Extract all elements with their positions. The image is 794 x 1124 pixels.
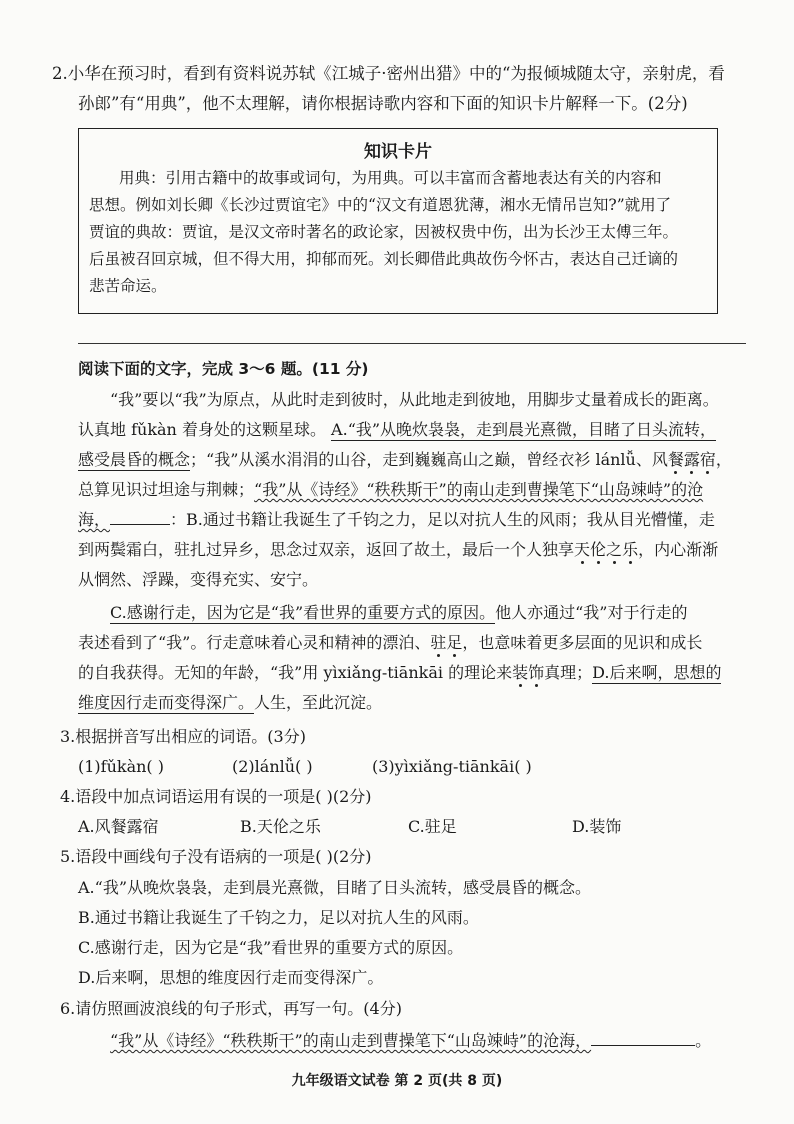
passage-line — [78, 662, 721, 684]
underlined-sentence-d-end: 维度因行走而变得深广。 — [78, 693, 255, 712]
knowledge-card-line: 用典：引用古籍中的故事或词句，为用典。可以丰富而含蓄地表达有关的内容和 — [119, 169, 662, 187]
reading-heading: 阅读下面的文字，完成 3～6 题。(11 分) — [78, 360, 369, 378]
page-footer: 九年级语文试卷 第 2 页(共 8 页) — [291, 1073, 503, 1089]
passage-text: 认真地 fǔkàn 着身处的这颗星球。 — [78, 420, 326, 439]
passage-text: ：B.通过书籍让我诞生了千钧之力，足以对抗人生的风雨；我从目光懵懂，走 — [170, 510, 715, 529]
q6-answer-blank[interactable] — [591, 1031, 695, 1046]
passage-text: ，内心渐渐 — [638, 540, 719, 559]
q3-answer-1[interactable]: (1)fǔkàn( ) — [78, 757, 164, 776]
knowledge-card-line: 悲苦命运。 — [89, 277, 167, 295]
passage-line — [78, 449, 732, 471]
knowledge-card-line: 贾谊的典故：贾谊，是汉文帝时著名的政论家，因被权贵中伤，出为长沙王太傅三年。 — [89, 223, 679, 241]
q2-line-1: 2.小华在预习时，看到有资料说苏轼《江城子·密州出猎》中的“为报倾城随太守，亲射虎，看 — [52, 64, 725, 83]
passage-line — [78, 632, 702, 654]
passage-text: ，也意味着更多层面的见识和成长 — [462, 633, 703, 652]
dotted-char: 驻 — [430, 633, 447, 652]
passage-line: 从惘然、浮躁，变得充实、安宁。 — [78, 570, 319, 589]
q3-answer-3[interactable]: (3)yìxiǎng-tiānkāi( ) — [372, 757, 532, 776]
passage-text: 的自我获得。无知的年龄，“我”用 yìxiǎng-tiānkāi 的理论来 — [78, 663, 513, 682]
passage-line: “我”要以“我”为原点，从此时走到彼时，从此地走到彼地，用脚步丈量着成长的距离。 — [110, 390, 719, 409]
q2-line-2: 孙郎”有“用典”，他不太理解，请你根据诗歌内容和下面的知识卡片解释一下。(2分) — [78, 94, 688, 113]
passage-line — [78, 539, 718, 561]
q6-prompt: 6.请仿照画波浪线的句子形式，再写一句。(4分) — [60, 999, 402, 1018]
q6-period: 。 — [695, 1031, 712, 1050]
passage-line — [110, 602, 688, 624]
q4-option-a[interactable]: A.风餐露宿 — [78, 817, 159, 836]
fill-blank[interactable] — [110, 510, 170, 525]
dotted-char: 天 — [574, 540, 591, 559]
q5-option-d[interactable]: D.后来啊，思想的维度因行走而变得深广。 — [78, 968, 384, 987]
dotted-char: 之 — [606, 540, 623, 559]
underlined-sentence-c: C.感谢行走，因为它是“我”看世界的重要方式的原因。 — [110, 603, 496, 622]
wavy-sentence: “我”从《诗经》“秩秩斯干”的南山走到曹操笔下“山岛竦峙”的沧 — [254, 480, 704, 499]
q3-prompt: 3.根据拼音写出相应的词语。(3分) — [60, 727, 306, 746]
passage-text: 表述看到了“我”。行走意味着心灵和精神的漂泊、 — [78, 633, 431, 652]
knowledge-card-line: 思想。例如刘长卿《长沙过贾谊宅》中的“汉文有道恩犹薄，湘水无情吊岂知?”就用了 — [89, 196, 672, 214]
dotted-char: 足 — [446, 633, 463, 652]
passage-text: 总算见识过坦途与荆棘； — [78, 480, 255, 499]
q4-prompt: 4.语段中加点词语运用有误的一项是( )(2分) — [60, 787, 372, 806]
dotted-char: 露 — [683, 450, 700, 469]
passage-line — [78, 479, 703, 501]
passage-line — [78, 692, 382, 714]
passage-text: 真理； — [544, 663, 593, 682]
q5-option-b[interactable]: B.通过书籍让我诞生了千钧之力，足以对抗人生的风雨。 — [78, 908, 479, 927]
passage-text: ；“我”从溪水涓涓的山谷，走到巍巍高山之巅，曾经衣衫 lánlǚ、风 — [190, 450, 668, 469]
passage-text: ， — [715, 450, 732, 469]
wavy-sentence-end: 海， — [78, 510, 111, 529]
q6-model-sentence: “我”从《诗经》“秩秩斯干”的南山走到曹操笔下“山岛竦峙”的沧海， — [110, 1031, 592, 1050]
q4-option-b[interactable]: B.天伦之乐 — [240, 817, 321, 836]
q3-answer-2[interactable]: (2)lánlǚ( ) — [232, 757, 313, 776]
underlined-sentence-a: A.“我”从晚炊袅袅，走到晨光熹微，目睹了日头流转， — [331, 420, 717, 439]
dotted-char: 装 — [512, 663, 529, 682]
dotted-char: 饰 — [528, 663, 545, 682]
knowledge-card-title: 知识卡片 — [364, 142, 432, 162]
dotted-char: 餐 — [667, 450, 684, 469]
dotted-char: 乐 — [622, 540, 639, 559]
passage-text: 人生，至此沉淀。 — [254, 693, 383, 712]
passage-text: 他人亦通过“我”对于行走的 — [495, 603, 688, 622]
q6-sentence-line — [110, 1030, 711, 1052]
dotted-char: 伦 — [590, 540, 607, 559]
q4-option-c[interactable]: C.驻足 — [408, 817, 457, 836]
section-divider — [78, 343, 746, 344]
knowledge-card — [78, 128, 718, 314]
passage-line — [78, 509, 715, 531]
q5-option-a[interactable]: A.“我”从晚炊袅袅，走到晨光熹微，目睹了日头流转，感受晨昏的概念。 — [78, 878, 592, 897]
q4-option-d[interactable]: D.装饰 — [572, 817, 622, 836]
underlined-sentence-d: D.后来啊，思想的 — [592, 663, 722, 682]
passage-line — [78, 419, 716, 441]
q5-prompt: 5.语段中画线句子没有语病的一项是( )(2分) — [60, 847, 372, 866]
passage-text: 到两鬓霜白，驻扎过异乡，思念过双亲，返回了故土，最后一个人独享 — [78, 540, 575, 559]
q5-option-c[interactable]: C.感谢行走，因为它是“我”看世界的重要方式的原因。 — [78, 938, 464, 957]
underlined-sentence-a-end: 感受晨昏的概念 — [78, 450, 191, 469]
dotted-char: 宿 — [699, 450, 716, 469]
knowledge-card-line: 后虽被召回京城，但不得大用，抑郁而死。刘长卿借此典故伤今怀古，表达自己迁谪的 — [89, 250, 679, 268]
